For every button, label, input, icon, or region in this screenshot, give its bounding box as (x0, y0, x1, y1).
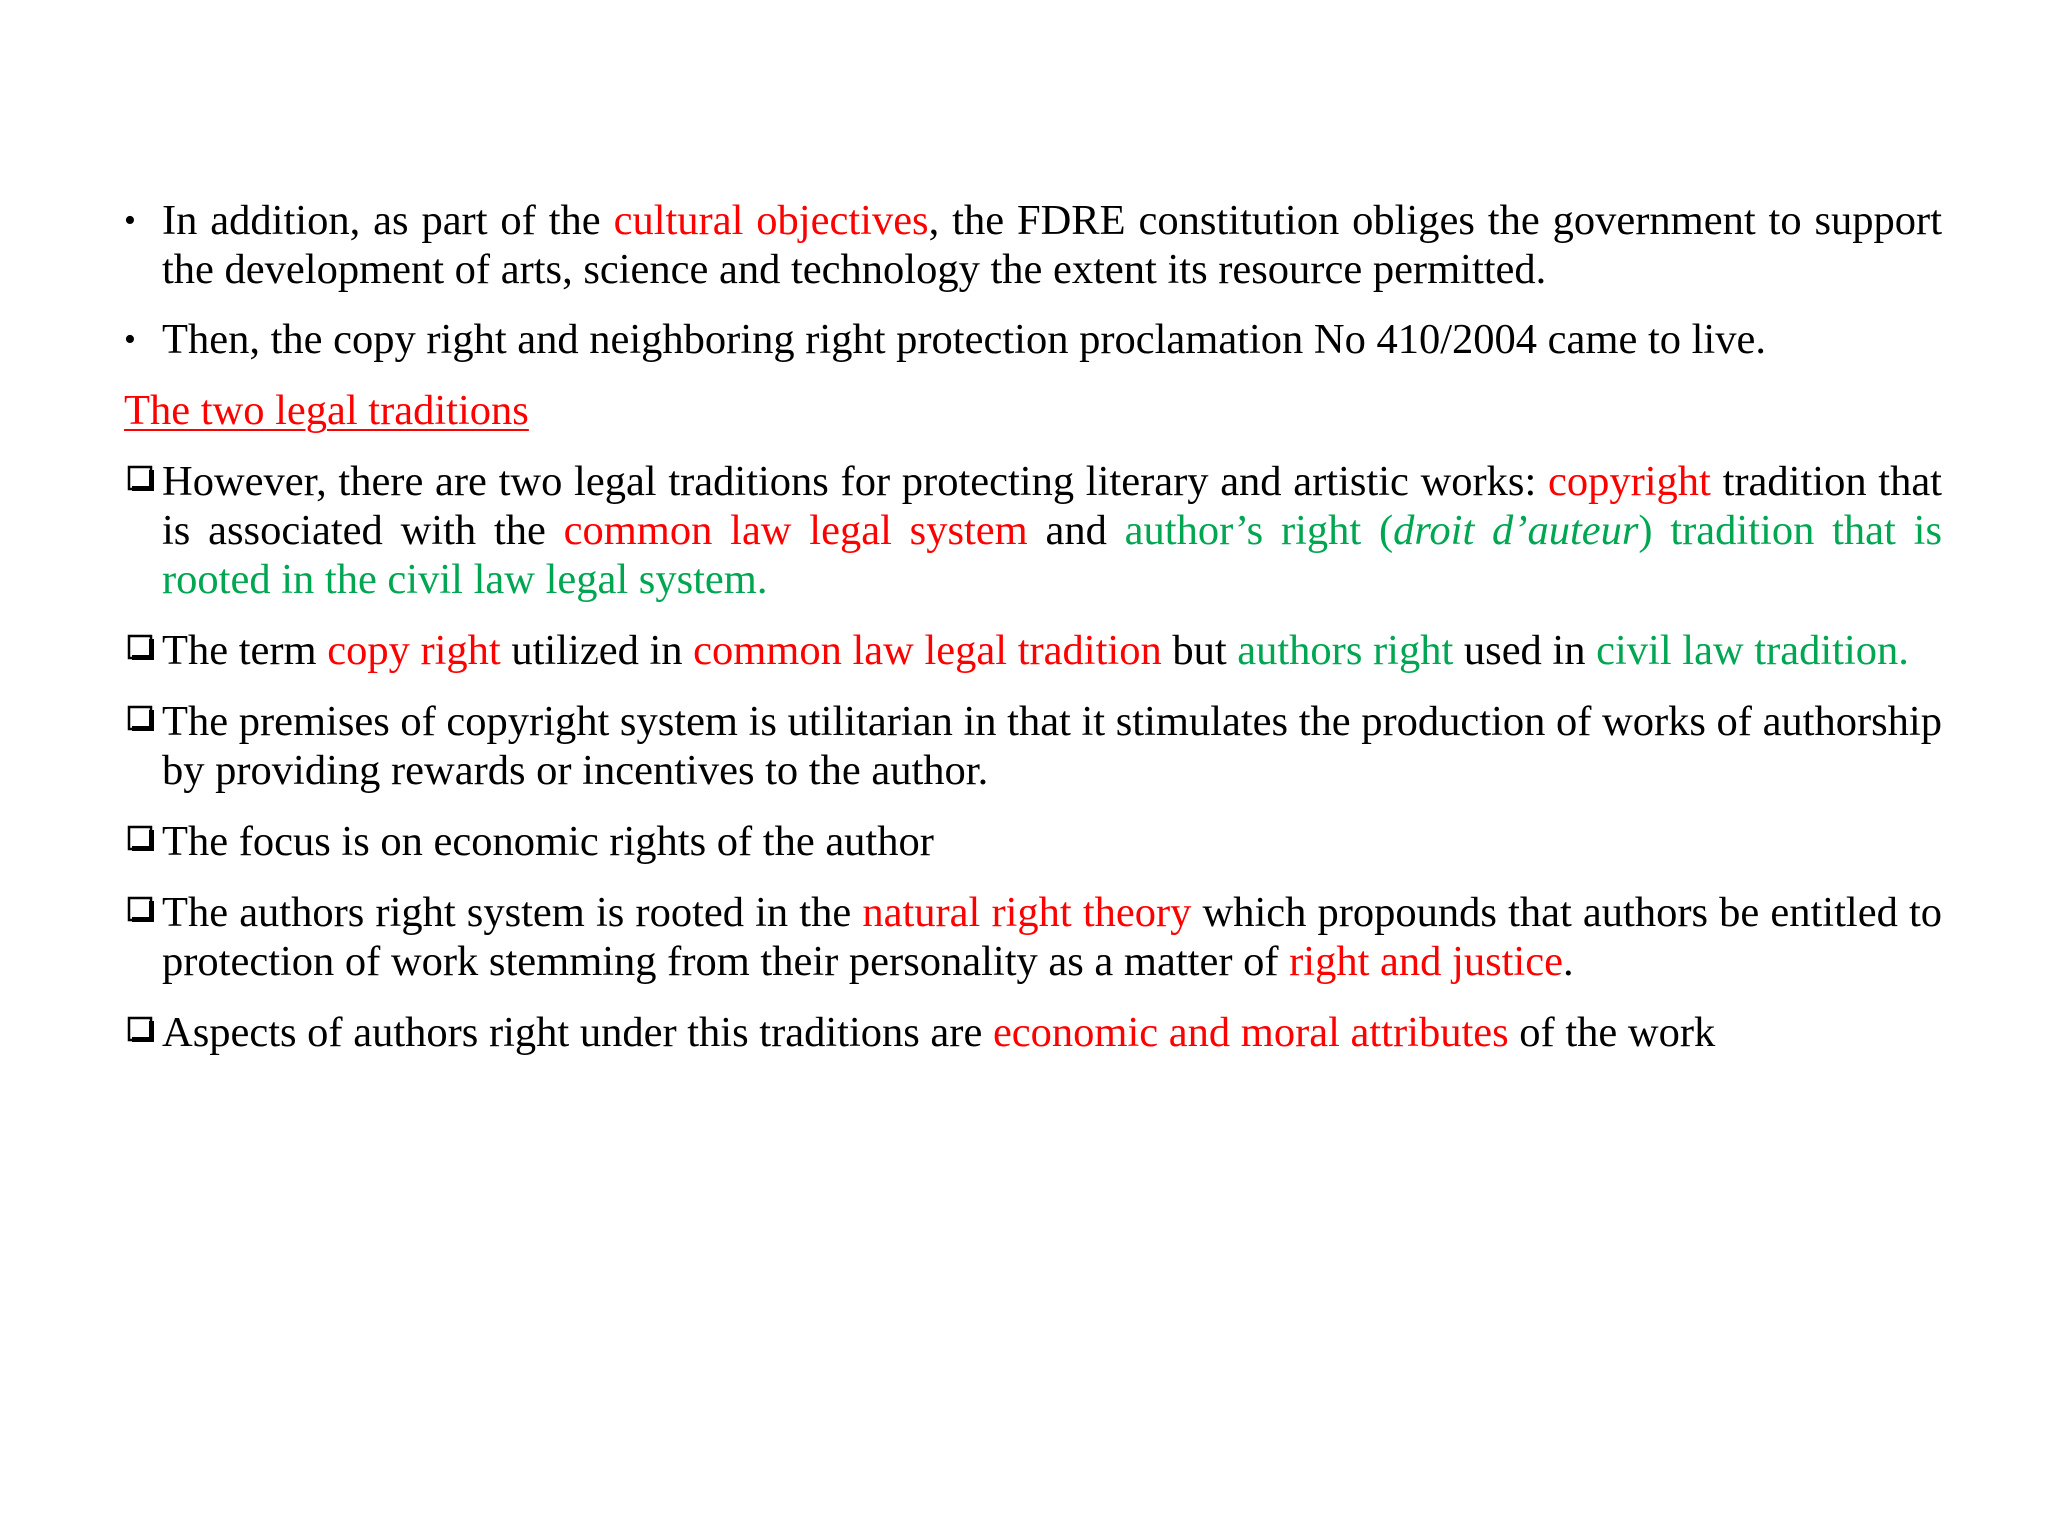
item-focus-economic-rights (124, 817, 1942, 866)
highlight-droit-dauteur: droit d’auteur (1393, 507, 1639, 554)
highlight-copy-right: copy right (327, 627, 501, 674)
checkbox-bullet-icon (126, 1008, 158, 1057)
highlight-common-law-legal-tradition: common law legal tradition (693, 627, 1162, 674)
slide-body (124, 196, 1942, 1057)
text-run: . (1562, 938, 1574, 985)
highlight-copyright: copyright (1547, 458, 1711, 505)
highlight-right-and-justice: right and justice (1289, 938, 1563, 985)
text-run: The focus is on economic rights of the author (162, 818, 934, 865)
item-natural-right-theory (124, 888, 1942, 986)
highlight-civil-law-tradition: civil law tradition. (1596, 627, 1909, 674)
item-term-copy-right (124, 626, 1942, 675)
highlight-common-law-legal-system: common law legal system (563, 507, 1028, 554)
section-heading-text: The two legal traditions (124, 387, 529, 434)
checkbox-bullet-icon (126, 817, 158, 866)
text-run: of the work (1508, 1009, 1716, 1056)
text-run: Then, the copy right and neighboring right protection proclamation No 410/2004 came to live. (162, 316, 1766, 363)
text-run: utilized in (500, 627, 694, 674)
text-run: In addition, as part of the (162, 197, 614, 244)
text-run: used in (1453, 627, 1597, 674)
section-heading (124, 386, 1942, 435)
checkbox-bullet-icon (126, 457, 158, 506)
bullet-dot-icon: • (124, 202, 136, 239)
highlight-natural-right-theory: natural right theory (862, 889, 1192, 936)
text-run: , the FDRE constitution obliges the government to support the development of arts, science and technology the extent its resource permitted. (162, 197, 1943, 293)
bullet-cultural-objectives (124, 196, 1942, 294)
highlight-authors-right: authors right (1237, 627, 1454, 674)
text-run: The term (162, 627, 328, 674)
item-premises-of-copyright (124, 697, 1942, 795)
text-run: The premises of copyright system is utilitarian in that it stimulates the production of works of authorship by providing rewards or incentives to the author. (162, 698, 1942, 794)
highlight-cultural-objectives: cultural objectives (613, 197, 929, 244)
checkbox-bullet-icon (126, 888, 158, 937)
checkbox-bullet-icon (126, 626, 158, 675)
highlight-civil-law-tradition: ) tradition that is rooted in the civil law legal system. (162, 507, 1942, 603)
highlight-economic-and-moral-attributes: economic and moral attributes (992, 1009, 1509, 1056)
text-run: which propounds that authors be entitled to protection of work stemming from their personality as a matter of (162, 889, 1943, 985)
highlight-authors-right: author’s right ( (1124, 507, 1394, 554)
text-run: Aspects of authors right under this traditions are (162, 1009, 993, 1056)
text-run: tradition that is associated with the (162, 458, 1942, 554)
text-run: However, there are two legal traditions for protecting literary and artistic works: (162, 458, 1548, 505)
text-run: The authors right system is rooted in the (162, 889, 863, 936)
item-two-legal-traditions (124, 457, 1942, 604)
text-run: and (1027, 507, 1125, 554)
checkbox-bullet-icon (126, 697, 158, 746)
item-aspects-of-authors-right (124, 1008, 1942, 1057)
text-run: but (1161, 627, 1238, 674)
bullet-proclamation (124, 315, 1942, 364)
bullet-dot-icon: • (124, 321, 136, 358)
